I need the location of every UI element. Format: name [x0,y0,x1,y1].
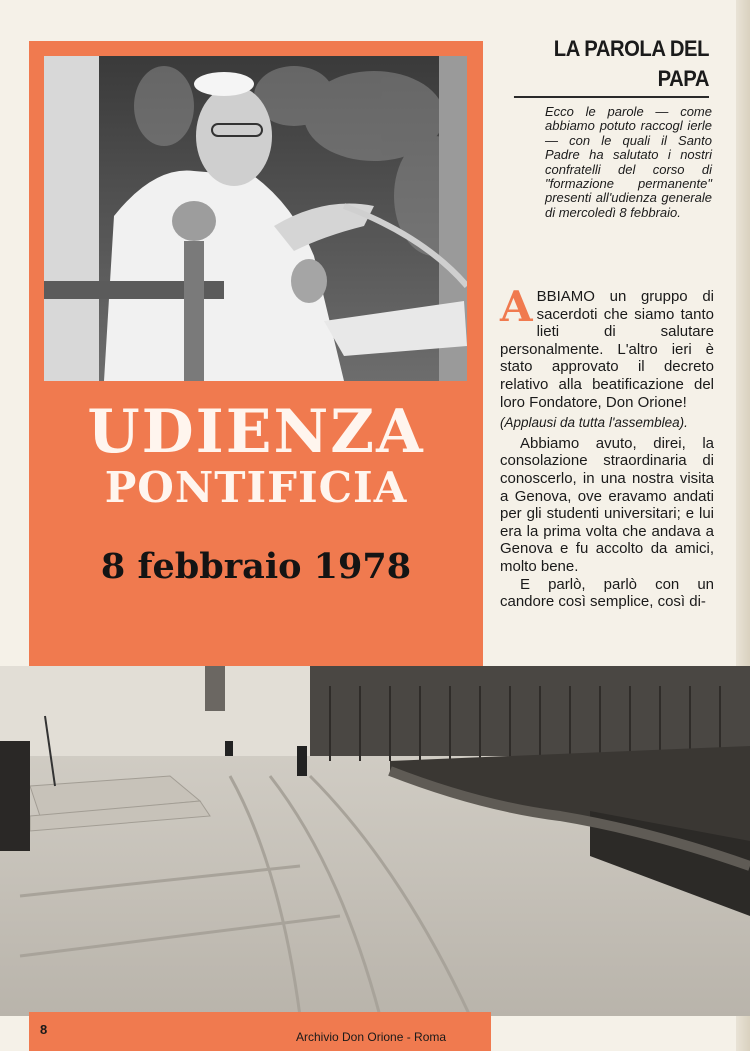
paragraph-2: Abbiamo avuto, direi, la consolazione straordinaria di conoscerlo, in una nostra visita a Genova, ove eravamo andati per gli studenti universitari; e lui era la prima volta che andava a Genova e fu accolto da amici, molto bene. [500,434,714,575]
title-date: 8 febbraio 1978 [100,546,412,587]
paragraph-1 [500,282,714,411]
intro-paragraph: Ecco le parole — come abbiamo potuto raccogl ierle — con le quali il Santo Padre ha salutato i nostri confratelli del corso di "formazione permanente" presenti all'udienza generale di mercoledì 8 febbraio. [545,104,712,220]
pope-photo [44,56,467,381]
drop-cap: A [500,282,533,331]
applause-note: (Applausi da tutta l'assemblea). [500,415,688,431]
audience-hall-photo [0,666,750,1016]
title-line-2: PONTIFICIA [104,463,408,512]
archive-watermark: Archivio Don Orione - Roma [296,1030,447,1044]
section-header: LA PAROLA DEL PAPA [514,34,709,98]
paragraph-1-text: BBIAMO un gruppo di sacerdoti che siamo tanto lieti di salutare personalmente. L'altro ieri è stato approvato il decreto relativo alla beatificazione del loro Fondatore, Don Orione! [500,288,714,411]
paragraph-3: E parlò, parlò con un candore così semplice, così di- [500,575,714,611]
article-body [500,282,714,611]
title-line-1: UDIENZA [87,397,425,467]
page-number: 8 [40,1022,48,1037]
